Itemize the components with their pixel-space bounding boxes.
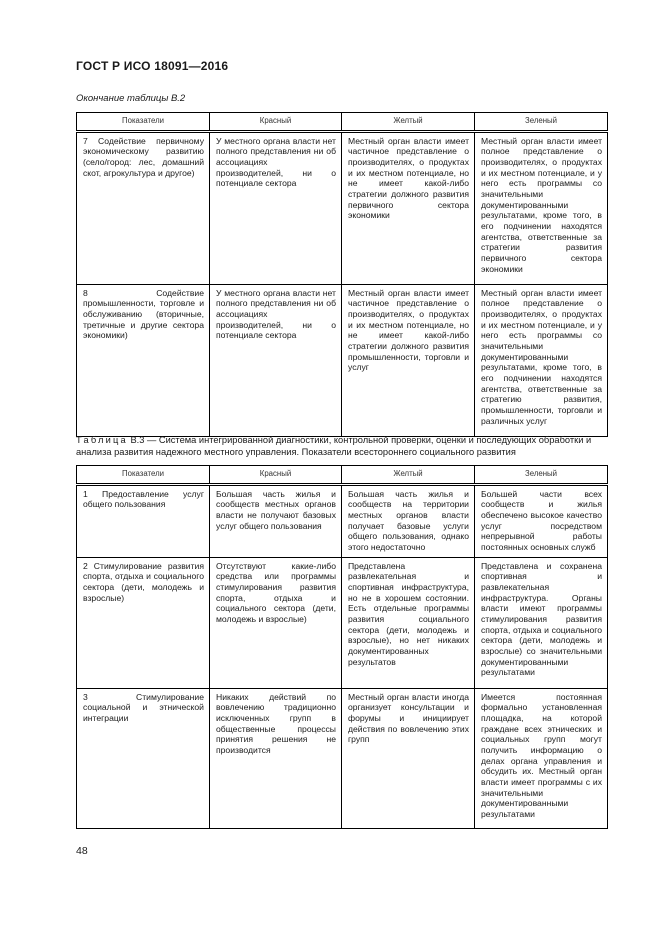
green-cell: Представлена и сохранена спортивная и развлекательная инфраструктура. Органы власти имеют программы стимулирования развития спорта, отдыха и социального сектора (дети, молодежь и взрослые) со значительными документированными результатами: [475, 557, 608, 688]
green-cell: Имеется постоянная формально установленная площадка, на которой граждане всех этнических и социальных групп могут получить информацию о делах органа управления и обсудить их. Местный орган власти имеет программы с их значительными документированными результатами: [475, 688, 608, 828]
column-header: Желтый: [342, 466, 475, 484]
table-row: [77, 557, 608, 688]
indicator-cell: 7 Содействие первичному экономическому развитию (село/город: лес, домашний скот, агрокультура и другое): [77, 132, 210, 284]
column-header: Показатели: [77, 466, 210, 484]
indicator-cell: 2 Стимулирование развития спорта, отдыха и социального сектора (дети, молодежь и взрослые): [77, 557, 210, 688]
indicator-cell: 3 Стимулирование социальной и этнической интеграции: [77, 688, 210, 828]
column-header: Зеленый: [475, 113, 608, 131]
yellow-cell: Местный орган власти иногда организует консультации и форумы и инициирует действия по вовлечению этих групп: [342, 688, 475, 828]
table2-caption: [76, 434, 606, 459]
column-header: Желтый: [342, 113, 475, 131]
green-cell: Местный орган власти имеет полное представление о производителях, о продуктах и их местном потенциале, и у него есть программы со значительными документированными результатами, кроме того, в его подчинении находятся агентства, ответственные за стратегию развития, промышленности, торговли и различных услуг: [475, 284, 608, 436]
table-row: [77, 284, 608, 436]
indicator-cell: 8 Содействие промышленности, торговле и обслуживанию (вторичные, третичные и другие сектора экономики): [77, 284, 210, 436]
green-cell: Местный орган власти имеет полное представление о производителях, о продуктах и их местном потенциале, и у него есть программы со значительными документированными результатами, кроме того, в его подчинении находятся агентства, ответственные за стратегии развития первичного сектора экономики: [475, 132, 608, 284]
page-number: 48: [76, 845, 88, 857]
table1: [76, 112, 608, 437]
table2-caption-label: Таблица: [76, 435, 128, 445]
red-cell: Отсутствуют какие-либо средства или программы стимулирования развития спорта, отдыха и социального сектора (дети, молодежь и взрослые): [210, 557, 342, 688]
document-header: ГОСТ Р ИСО 18091—2016: [76, 59, 229, 73]
column-header: Зеленый: [475, 466, 608, 484]
indicator-cell: 1 Предоставление услуг общего пользования: [77, 485, 210, 557]
yellow-cell: Местный орган власти имеет частичное представление о производителях, о продуктах и их местном потенциале, но не имеет какой-либо стратегии должного развития промышленности, торговли и услуг: [342, 284, 475, 436]
column-header: Показатели: [77, 113, 210, 131]
red-cell: У местного органа власти нет полного представления ни об ассоциациях производителей, ни о потенциале сектора: [210, 132, 342, 284]
table2-caption-text: В.3 — Система интегрированной диагностики, контрольной проверки, оценки и последующих обработки и анализа развития надежного местного управления. Показатели всестороннего социального развития: [76, 435, 592, 458]
yellow-cell: Местный орган власти имеет частичное представление о производителях, о продуктах и их местном потенциале, но не имеет какой-либо стратегии должного развития первичного сектора экономики: [342, 132, 475, 284]
table-row: [77, 485, 608, 557]
red-cell: У местного органа власти нет полного представления ни об ассоциациях производителей, ни о потенциале сектора: [210, 284, 342, 436]
table-row: [77, 688, 608, 828]
table2-header-row: [77, 466, 608, 484]
column-header: Красный: [210, 466, 342, 484]
table-row: [77, 132, 608, 284]
table2: [76, 465, 608, 829]
column-header: Красный: [210, 113, 342, 131]
yellow-cell: Представлена развлекательная и спортивная инфраструктура, но не в хорошем состоянии. Есть отдельные программы развития социального сектора (дети, молодежь и взрослые), но нет никаких документированных результатов: [342, 557, 475, 688]
green-cell: Большей части всех сообществ и жилья обеспечено высокое качество услуг посредством непрерывной работы постоянных основных служб: [475, 485, 608, 557]
red-cell: Большая часть жилья и сообществ местных органов власти не получают базовых услуг общего пользования: [210, 485, 342, 557]
red-cell: Никаких действий по вовлечению традиционно исключенных групп в общественные процессы принятия решения не производится: [210, 688, 342, 828]
table1-header-row: [77, 113, 608, 131]
table1-caption: Окончание таблицы В.2: [76, 93, 186, 104]
yellow-cell: Большая часть жилья и сообществ на территории местных органов власти получает базовые услуги общего пользования, однако этого недостаточно: [342, 485, 475, 557]
